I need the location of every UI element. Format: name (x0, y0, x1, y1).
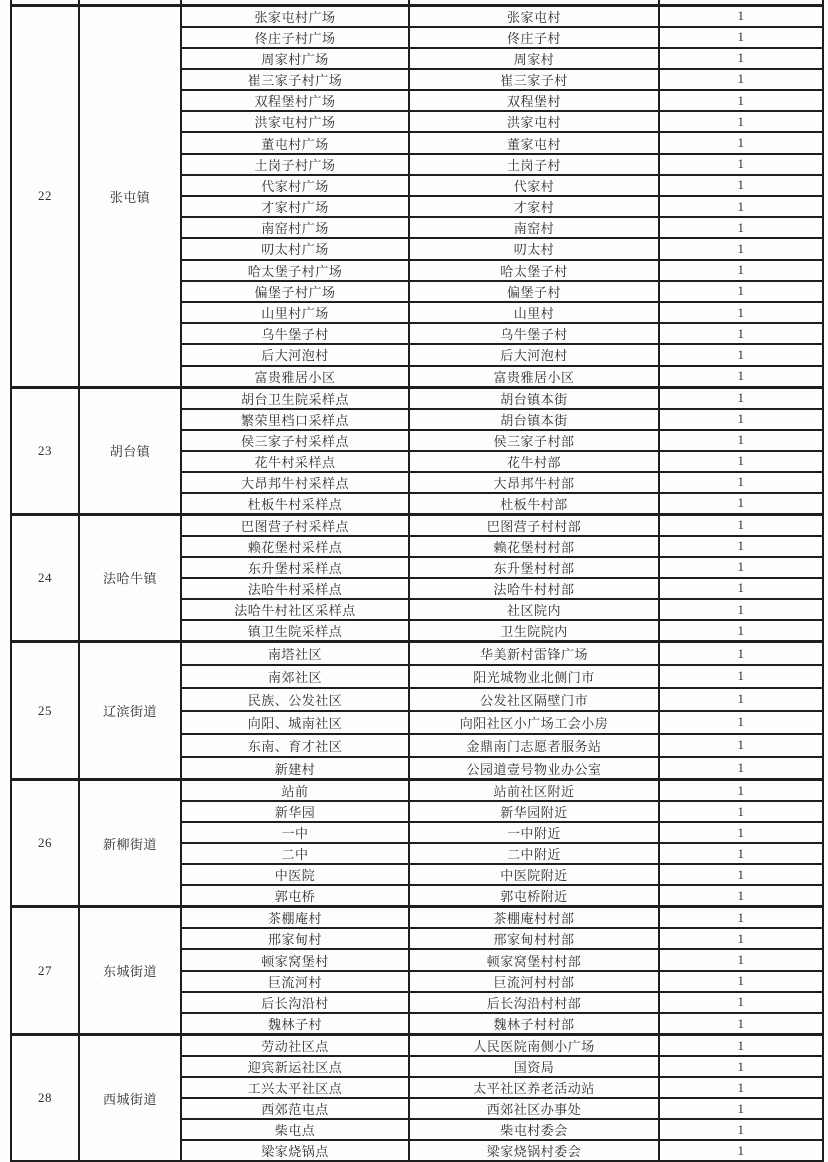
sampling-point-count: 1 (659, 578, 823, 599)
sampling-point-location: 顿家窝堡村村部 (409, 949, 659, 970)
sampling-point-location: 邢家甸村村部 (409, 928, 659, 949)
sampling-point-location: 后长沟沿村村部 (409, 992, 659, 1013)
sampling-point-location: 巴图营子村村部 (409, 514, 659, 536)
sampling-point-count: 1 (659, 688, 823, 711)
sampling-point-count: 1 (659, 5, 823, 27)
sampling-point-count: 1 (659, 366, 823, 388)
sampling-point-location: 向阳社区小广场工会小房 (409, 711, 659, 734)
sampling-point-name: 东南、育才社区 (181, 734, 409, 757)
sampling-point-location: 西郊社区办事处 (409, 1098, 659, 1119)
sampling-point-count: 1 (659, 111, 823, 132)
sampling-point-location: 南窑村 (409, 217, 659, 238)
section-town-name: 张屯镇 (79, 5, 181, 387)
sampling-point-name: 顿家窝堡村 (181, 949, 409, 970)
sampling-point-name: 法哈牛村社区采样点 (181, 599, 409, 620)
section-town-name: 法哈牛镇 (79, 514, 181, 642)
sampling-point-location: 人民医院南侧小广场 (409, 1035, 659, 1057)
sampling-point-count: 1 (659, 430, 823, 451)
sampling-point-location: 乌牛堡子村 (409, 323, 659, 344)
sampling-point-count: 1 (659, 281, 823, 302)
sampling-point-name: 站前 (181, 780, 409, 802)
sampling-point-name: 向阳、城南社区 (181, 711, 409, 734)
section-number: 25 (11, 642, 79, 780)
table-body (11, 0, 823, 1161)
sampling-point-name: 南塔社区 (181, 642, 409, 665)
sampling-point-count: 1 (659, 1098, 823, 1119)
sampling-point-name: 富贵雅居小区 (181, 366, 409, 388)
sampling-point-count: 1 (659, 1035, 823, 1057)
sampling-point-name: 土岗子村广场 (181, 154, 409, 175)
sampling-point-name: 后大河泡村 (181, 344, 409, 365)
sampling-point-count: 1 (659, 175, 823, 196)
sampling-point-location: 太平社区养老活动站 (409, 1077, 659, 1098)
sampling-point-location: 胡台镇本街 (409, 387, 659, 409)
sampling-point-name: 双程堡村广场 (181, 90, 409, 111)
sampling-point-location: 二中附近 (409, 843, 659, 864)
sampling-point-name: 新建村 (181, 757, 409, 780)
section-number: 22 (11, 5, 79, 387)
sampling-point-location: 郭屯桥附近 (409, 885, 659, 907)
sampling-point-name: 镇卫生院采样点 (181, 620, 409, 642)
sampling-point-name: 柴屯点 (181, 1119, 409, 1140)
sampling-point-name: 法哈牛村采样点 (181, 578, 409, 599)
sampling-point-name: 魏林子村 (181, 1013, 409, 1035)
sampling-point-location: 梁家烧锅村委会 (409, 1140, 659, 1161)
sampling-point-count: 1 (659, 27, 823, 48)
sampling-point-location: 富贵雅居小区 (409, 366, 659, 388)
sampling-point-count: 1 (659, 217, 823, 238)
sampling-point-name: 巴图营子村采样点 (181, 514, 409, 536)
sampling-point-location: 魏林子村村部 (409, 1013, 659, 1035)
sampling-point-name: 中医院 (181, 864, 409, 885)
sampling-point-name: 后长沟沿村 (181, 992, 409, 1013)
section-number: 26 (11, 780, 79, 907)
sampling-point-name: 工兴太平社区点 (181, 1077, 409, 1098)
sampling-point-count: 1 (659, 711, 823, 734)
sampling-point-name: 哈太堡子村广场 (181, 260, 409, 281)
section-town-name: 胡台镇 (79, 387, 181, 514)
sampling-point-location: 公发社区隔壁门市 (409, 688, 659, 711)
sampling-point-count: 1 (659, 514, 823, 536)
sampling-point-count: 1 (659, 451, 823, 472)
sampling-point-location: 公园道壹号物业办公室 (409, 757, 659, 780)
sampling-point-name: 迎宾新运社区点 (181, 1056, 409, 1077)
section-town-name: 新柳街道 (79, 780, 181, 907)
sampling-point-location: 佟庄子村 (409, 27, 659, 48)
sampling-point-name: 二中 (181, 843, 409, 864)
sampling-point-name: 郭屯桥 (181, 885, 409, 907)
sampling-point-location: 杜板牛村部 (409, 493, 659, 515)
sampling-point-name: 民族、公发社区 (181, 688, 409, 711)
sampling-point-location: 大昂邦牛村部 (409, 472, 659, 493)
sampling-point-name: 赖花堡村采样点 (181, 536, 409, 557)
sampling-point-count: 1 (659, 822, 823, 843)
sampling-point-name: 巨流河村 (181, 971, 409, 992)
sampling-point-count: 1 (659, 48, 823, 69)
sampling-point-count: 1 (659, 238, 823, 259)
sampling-point-count: 1 (659, 260, 823, 281)
table-row (11, 5, 823, 27)
sampling-point-location: 周家村 (409, 48, 659, 69)
sampling-point-location: 站前社区附近 (409, 780, 659, 802)
sampling-point-location: 侯三家子村部 (409, 430, 659, 451)
sampling-point-location: 金鼎南门志愿者服务站 (409, 734, 659, 757)
section-town-name: 西城街道 (79, 1035, 181, 1162)
sampling-point-name: 侯三家子村采样点 (181, 430, 409, 451)
sampling-point-location: 阳光城物业北侧门市 (409, 665, 659, 688)
sampling-point-count: 1 (659, 599, 823, 620)
sampling-point-name: 杜板牛村采样点 (181, 493, 409, 515)
sampling-point-count: 1 (659, 90, 823, 111)
sampling-point-location: 张家屯村 (409, 5, 659, 27)
sampling-point-count: 1 (659, 843, 823, 864)
sampling-point-location: 后大河泡村 (409, 344, 659, 365)
table-row (11, 387, 823, 409)
sampling-point-name: 洪家屯村广场 (181, 111, 409, 132)
sampling-point-name: 邢家甸村 (181, 928, 409, 949)
sampling-point-location: 一中附近 (409, 822, 659, 843)
sampling-point-count: 1 (659, 323, 823, 344)
sampling-point-location: 巨流河村村部 (409, 971, 659, 992)
sampling-point-location: 偏堡子村 (409, 281, 659, 302)
sampling-point-count: 1 (659, 801, 823, 822)
sampling-point-count: 1 (659, 620, 823, 642)
table-row (11, 780, 823, 802)
sampling-point-count: 1 (659, 642, 823, 665)
sampling-point-location: 才家村 (409, 196, 659, 217)
sampling-point-location: 东升堡村村部 (409, 557, 659, 578)
sampling-point-location: 华美新村雷锋广场 (409, 642, 659, 665)
sampling-point-count: 1 (659, 1056, 823, 1077)
sampling-point-location: 董家屯村 (409, 132, 659, 153)
sampling-point-count: 1 (659, 387, 823, 409)
sampling-point-count: 1 (659, 1119, 823, 1140)
sampling-point-location: 山里村 (409, 302, 659, 323)
sampling-point-location: 新华园附近 (409, 801, 659, 822)
sampling-point-count: 1 (659, 971, 823, 992)
sampling-point-name: 东升堡村采样点 (181, 557, 409, 578)
sampling-point-count: 1 (659, 409, 823, 430)
sampling-point-count: 1 (659, 557, 823, 578)
table-row (11, 907, 823, 929)
section-number: 27 (11, 907, 79, 1035)
sampling-point-count: 1 (659, 536, 823, 557)
sampling-point-name: 代家村广场 (181, 175, 409, 196)
section-number: 23 (11, 387, 79, 514)
section-number: 28 (11, 1035, 79, 1162)
sampling-point-name: 繁荣里档口采样点 (181, 409, 409, 430)
section-town-name: 辽滨街道 (79, 642, 181, 780)
sampling-point-location: 柴屯村委会 (409, 1119, 659, 1140)
sampling-point-count: 1 (659, 1077, 823, 1098)
sampling-point-count: 1 (659, 665, 823, 688)
sampling-point-location: 茶棚庵村村部 (409, 907, 659, 929)
sampling-point-name: 南郊社区 (181, 665, 409, 688)
sampling-point-name: 才家村广场 (181, 196, 409, 217)
sampling-point-count: 1 (659, 734, 823, 757)
sampling-point-location: 双程堡村 (409, 90, 659, 111)
sampling-point-name: 乌牛堡子村 (181, 323, 409, 344)
sampling-point-count: 1 (659, 344, 823, 365)
sampling-point-name: 佟庄子村广场 (181, 27, 409, 48)
table-row (11, 642, 823, 665)
sampling-point-location: 赖花堡村村部 (409, 536, 659, 557)
sampling-point-location: 哈太堡子村 (409, 260, 659, 281)
sampling-point-name: 叨太村广场 (181, 238, 409, 259)
sampling-point-name: 梁家烧锅点 (181, 1140, 409, 1161)
sampling-point-name: 周家村广场 (181, 48, 409, 69)
sampling-point-count: 1 (659, 1013, 823, 1035)
sampling-point-location: 代家村 (409, 175, 659, 196)
sampling-point-count: 1 (659, 154, 823, 175)
sampling-point-name: 花牛村采样点 (181, 451, 409, 472)
sampling-point-location: 叨太村 (409, 238, 659, 259)
sampling-point-name: 西郊范屯点 (181, 1098, 409, 1119)
sampling-point-name: 胡台卫生院采样点 (181, 387, 409, 409)
sampling-point-name: 山里村广场 (181, 302, 409, 323)
sampling-point-name: 董屯村广场 (181, 132, 409, 153)
sampling-point-location: 卫生院院内 (409, 620, 659, 642)
sampling-point-count: 1 (659, 864, 823, 885)
sampling-point-location: 崔三家子村 (409, 69, 659, 90)
sampling-point-count: 1 (659, 493, 823, 515)
sampling-point-count: 1 (659, 928, 823, 949)
sampling-point-location: 社区院内 (409, 599, 659, 620)
table-row (11, 1035, 823, 1057)
sampling-point-location: 国资局 (409, 1056, 659, 1077)
sampling-point-count: 1 (659, 132, 823, 153)
section-number: 24 (11, 514, 79, 642)
sampling-point-count: 1 (659, 992, 823, 1013)
sampling-point-location: 洪家屯村 (409, 111, 659, 132)
sampling-point-name: 崔三家子村广场 (181, 69, 409, 90)
sampling-point-count: 1 (659, 757, 823, 780)
sampling-point-location: 中医院附近 (409, 864, 659, 885)
table-row (11, 514, 823, 536)
sampling-point-name: 劳动社区点 (181, 1035, 409, 1057)
sampling-point-location: 胡台镇本街 (409, 409, 659, 430)
sampling-point-count: 1 (659, 907, 823, 929)
sampling-point-count: 1 (659, 949, 823, 970)
sampling-point-count: 1 (659, 780, 823, 802)
sampling-point-location: 花牛村部 (409, 451, 659, 472)
sampling-point-name: 张家屯村广场 (181, 5, 409, 27)
sampling-point-name: 新华园 (181, 801, 409, 822)
section-town-name: 东城街道 (79, 907, 181, 1035)
sampling-point-count: 1 (659, 196, 823, 217)
sampling-point-name: 茶棚庵村 (181, 907, 409, 929)
sampling-point-count: 1 (659, 885, 823, 907)
sampling-point-count: 1 (659, 1140, 823, 1161)
sampling-point-name: 南窑村广场 (181, 217, 409, 238)
sampling-point-name: 一中 (181, 822, 409, 843)
sampling-points-table (10, 0, 824, 1162)
sampling-point-location: 法哈牛村村部 (409, 578, 659, 599)
sampling-point-count: 1 (659, 472, 823, 493)
sampling-point-name: 偏堡子村广场 (181, 281, 409, 302)
sampling-point-count: 1 (659, 302, 823, 323)
sampling-point-location: 土岗子村 (409, 154, 659, 175)
sampling-point-count: 1 (659, 69, 823, 90)
sampling-point-name: 大昂邦牛村采样点 (181, 472, 409, 493)
